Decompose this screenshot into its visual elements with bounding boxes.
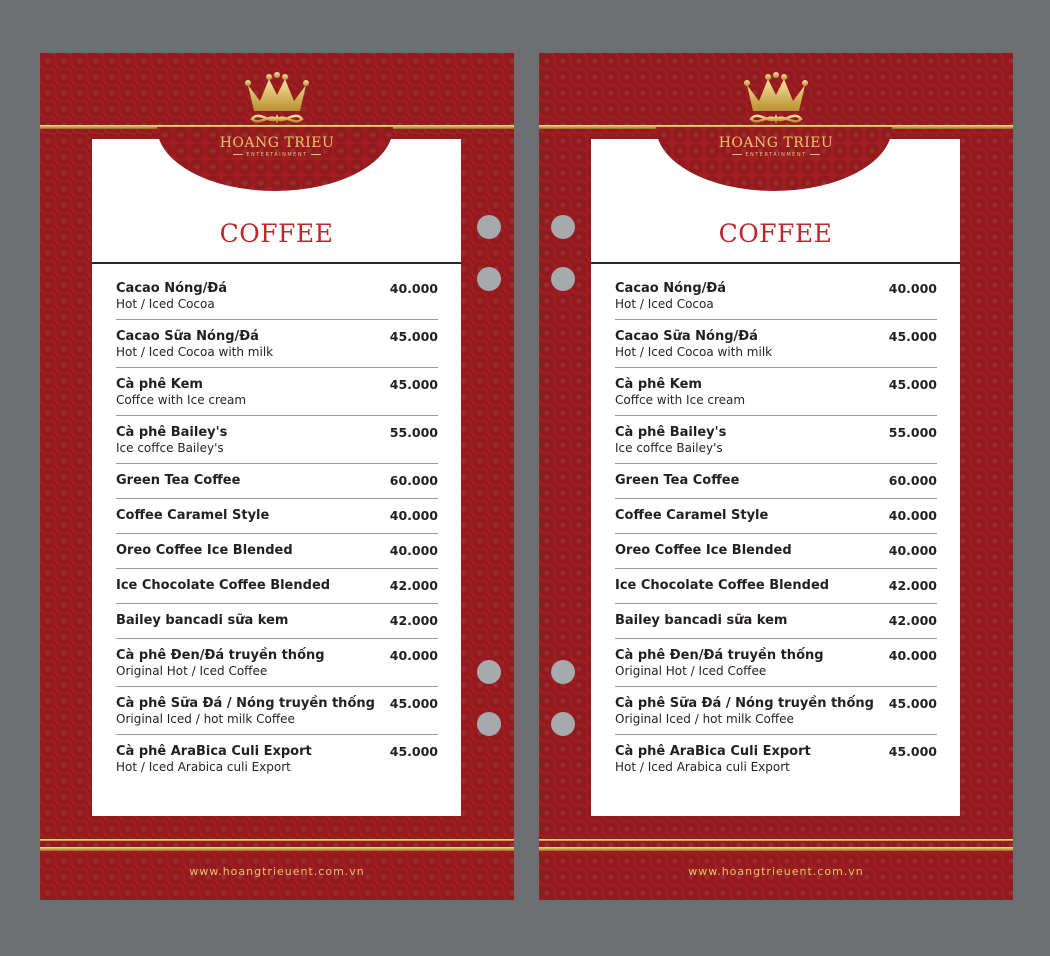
menu-item bbox=[615, 578, 937, 594]
menu-item-name: Oreo Coffee Ice Blended bbox=[615, 543, 792, 558]
menu-item-price: 45.000 bbox=[888, 744, 937, 759]
item-divider bbox=[116, 638, 438, 639]
menu-item-price: 45.000 bbox=[389, 744, 438, 759]
brand-tagline: ENTERTAINMENT bbox=[195, 152, 359, 158]
menu-item bbox=[116, 508, 438, 524]
menu-item-name: Cà phê Kem bbox=[116, 377, 203, 392]
gold-rule-bottom bbox=[40, 839, 514, 841]
item-divider bbox=[615, 686, 937, 687]
gold-rule-bottom bbox=[40, 847, 514, 851]
item-divider bbox=[615, 319, 937, 320]
item-divider bbox=[116, 568, 438, 569]
menu-item-price: 45.000 bbox=[389, 329, 438, 344]
item-divider bbox=[615, 498, 937, 499]
menu-item bbox=[116, 648, 438, 679]
menu-item-description: Hot / Iced Cocoa bbox=[615, 297, 714, 311]
menu-item-price: 42.000 bbox=[389, 578, 438, 593]
brand-name: HOANG TRIEU bbox=[219, 135, 335, 151]
menu-item-price: 40.000 bbox=[888, 648, 937, 663]
menu-card-left bbox=[40, 53, 514, 900]
menu-item bbox=[116, 543, 438, 559]
menu-item-price: 40.000 bbox=[389, 508, 438, 523]
menu-item-name: Cà phê Sữa Đá / Nóng truyền thống bbox=[615, 696, 874, 711]
binder-hole bbox=[551, 712, 575, 736]
menu-item bbox=[615, 613, 937, 629]
menu-item bbox=[116, 473, 438, 489]
menu-item-name: Cà phê AraBica Culi Export bbox=[116, 744, 312, 759]
crown-icon bbox=[741, 71, 811, 127]
menu-item-price: 55.000 bbox=[888, 425, 937, 440]
menu-panel bbox=[591, 139, 960, 816]
menu-item-name: Cà phê Bailey's bbox=[116, 425, 228, 440]
menu-item-description: Hot / Iced Arabica culi Export bbox=[116, 760, 291, 774]
menu-item bbox=[615, 543, 937, 559]
item-divider bbox=[116, 603, 438, 604]
menu-item-price: 55.000 bbox=[389, 425, 438, 440]
crown-icon bbox=[242, 71, 312, 127]
menu-item-price: 45.000 bbox=[389, 377, 438, 392]
menu-item-description: Original Hot / Iced Coffee bbox=[615, 664, 767, 678]
menu-item-name: Bailey bancadi sữa kem bbox=[116, 613, 289, 628]
item-divider bbox=[615, 463, 937, 464]
menu-item-description: Coffce with Ice cream bbox=[615, 393, 746, 407]
menu-item-name: Ice Chocolate Coffee Blended bbox=[116, 578, 331, 593]
section-title: COFFEE bbox=[718, 219, 833, 248]
item-divider bbox=[116, 463, 438, 464]
menu-item-name: Coffee Caramel Style bbox=[116, 508, 270, 523]
menu-item-price: 40.000 bbox=[888, 543, 937, 558]
item-divider bbox=[116, 367, 438, 368]
menu-item bbox=[116, 613, 438, 629]
menu-item-name: Cà phê Đen/Đá truyền thống bbox=[116, 648, 325, 663]
menu-item-name: Green Tea Coffee bbox=[116, 473, 241, 488]
menu-item bbox=[116, 578, 438, 594]
item-divider bbox=[615, 603, 937, 604]
binder-hole bbox=[477, 215, 501, 239]
menu-item-price: 40.000 bbox=[888, 281, 937, 296]
menu-item-price: 45.000 bbox=[888, 377, 937, 392]
binder-hole bbox=[551, 660, 575, 684]
menu-item-name: Cà phê Bailey's bbox=[615, 425, 727, 440]
menu-panel bbox=[92, 139, 461, 816]
menu-item-price: 42.000 bbox=[888, 613, 937, 628]
menu-item-price: 40.000 bbox=[389, 648, 438, 663]
item-divider bbox=[116, 686, 438, 687]
website-link[interactable]: www.hoangtrieuent.com.vn bbox=[688, 865, 864, 878]
brand-name: HOANG TRIEU bbox=[718, 135, 834, 151]
website-link[interactable]: www.hoangtrieuent.com.vn bbox=[189, 865, 365, 878]
menu-item bbox=[615, 473, 937, 489]
menu-item-description: Ice coffce Bailey's bbox=[615, 441, 723, 455]
item-divider bbox=[615, 367, 937, 368]
menu-item-name: Cà phê Sữa Đá / Nóng truyền thống bbox=[116, 696, 375, 711]
menu-card-right bbox=[539, 53, 1013, 900]
menu-item bbox=[615, 377, 937, 408]
menu-item-name: Green Tea Coffee bbox=[615, 473, 740, 488]
section-title: COFFEE bbox=[219, 219, 334, 248]
title-divider bbox=[92, 262, 461, 264]
item-divider bbox=[615, 415, 937, 416]
binder-hole bbox=[551, 215, 575, 239]
brand-logo bbox=[195, 71, 359, 171]
menu-item-name: Cacao Nóng/Đá bbox=[615, 281, 727, 296]
item-divider bbox=[615, 734, 937, 735]
binder-hole bbox=[551, 267, 575, 291]
menu-item-price: 40.000 bbox=[389, 543, 438, 558]
menu-item-description: Coffce with Ice cream bbox=[116, 393, 247, 407]
menu-item-name: Cacao Nóng/Đá bbox=[116, 281, 228, 296]
menu-item-price: 60.000 bbox=[888, 473, 937, 488]
gold-rule-bottom bbox=[539, 839, 1013, 841]
item-divider bbox=[116, 415, 438, 416]
menu-item bbox=[615, 744, 937, 775]
menu-item-name: Cà phê Kem bbox=[615, 377, 702, 392]
menu-item-price: 40.000 bbox=[888, 508, 937, 523]
item-divider bbox=[615, 638, 937, 639]
menu-item bbox=[116, 281, 438, 312]
menu-item-price: 45.000 bbox=[389, 696, 438, 711]
binder-hole bbox=[477, 267, 501, 291]
menu-item bbox=[116, 696, 438, 727]
binder-hole bbox=[477, 712, 501, 736]
menu-item-description: Original Hot / Iced Coffee bbox=[116, 664, 268, 678]
menu-item-name: Cacao Sữa Nóng/Đá bbox=[615, 329, 758, 344]
menu-item bbox=[615, 696, 937, 727]
menu-item bbox=[615, 425, 937, 456]
menu-item-name: Cà phê Đen/Đá truyền thống bbox=[615, 648, 824, 663]
gold-rule-bottom bbox=[539, 847, 1013, 851]
item-divider bbox=[116, 533, 438, 534]
item-divider bbox=[615, 533, 937, 534]
item-divider bbox=[116, 498, 438, 499]
menu-item-name: Oreo Coffee Ice Blended bbox=[116, 543, 293, 558]
menu-item-name: Cacao Sữa Nóng/Đá bbox=[116, 329, 259, 344]
menu-item bbox=[615, 508, 937, 524]
menu-item-name: Bailey bancadi sữa kem bbox=[615, 613, 788, 628]
menu-item-price: 42.000 bbox=[389, 613, 438, 628]
menu-item-name: Coffee Caramel Style bbox=[615, 508, 769, 523]
menu-item bbox=[116, 744, 438, 775]
item-divider bbox=[116, 319, 438, 320]
menu-item-price: 42.000 bbox=[888, 578, 937, 593]
menu-item-description: Hot / Iced Cocoa bbox=[116, 297, 215, 311]
menu-item-description: Hot / Iced Arabica culi Export bbox=[615, 760, 790, 774]
brand-tagline: ENTERTAINMENT bbox=[694, 152, 858, 158]
menu-item-description: Original Iced / hot milk Coffee bbox=[615, 712, 794, 726]
title-divider bbox=[591, 262, 960, 264]
menu-item bbox=[615, 329, 937, 360]
menu-item-price: 40.000 bbox=[389, 281, 438, 296]
menu-item-name: Ice Chocolate Coffee Blended bbox=[615, 578, 830, 593]
menu-item bbox=[615, 281, 937, 312]
menu-item bbox=[116, 377, 438, 408]
menu-item-name: Cà phê AraBica Culi Export bbox=[615, 744, 811, 759]
menu-item-price: 45.000 bbox=[888, 329, 937, 344]
binder-hole bbox=[477, 660, 501, 684]
menu-item bbox=[615, 648, 937, 679]
menu-item bbox=[116, 425, 438, 456]
menu-item-price: 45.000 bbox=[888, 696, 937, 711]
item-divider bbox=[615, 568, 937, 569]
item-divider bbox=[116, 734, 438, 735]
menu-item-price: 60.000 bbox=[389, 473, 438, 488]
menu-item bbox=[116, 329, 438, 360]
menu-item-description: Hot / Iced Cocoa with milk bbox=[116, 345, 274, 359]
brand-logo bbox=[694, 71, 858, 171]
menu-item-description: Original Iced / hot milk Coffee bbox=[116, 712, 295, 726]
menu-item-description: Hot / Iced Cocoa with milk bbox=[615, 345, 773, 359]
menu-item-description: Ice coffce Bailey's bbox=[116, 441, 224, 455]
